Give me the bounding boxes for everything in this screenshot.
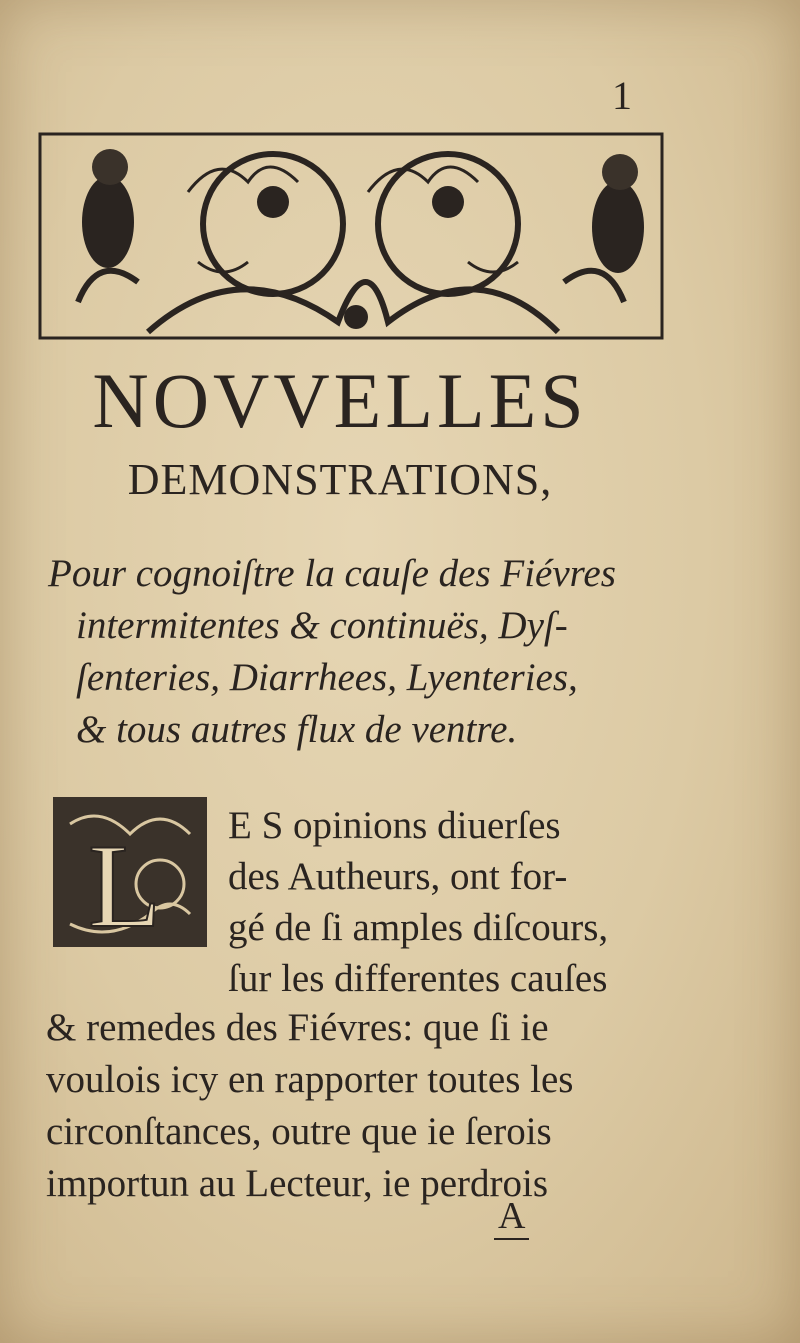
title-line-2: DEMONSTRATIONS,: [127, 455, 553, 504]
subtitle-line: ſenteries, Diarrhees, Lyenteries,: [76, 656, 578, 699]
text-line: E S opinions diuerſes: [228, 804, 561, 847]
body-paragraph: [46, 1002, 646, 1210]
subtitle: [48, 548, 658, 756]
title-line-1: NOVVELLES: [92, 357, 588, 444]
page-number: 1: [612, 73, 632, 118]
text-line: voulois icy en rapporter toutes les: [46, 1058, 574, 1101]
text-line: & remedes des Fiévres: que ſi ie: [46, 1006, 549, 1049]
text-line: importun au Lecteur, ie perdrois: [46, 1162, 549, 1205]
ornamental-headpiece: [38, 132, 664, 340]
drop-cap-letter: L: [88, 819, 162, 952]
text-line: ſur les differentes cauſes: [228, 957, 608, 1000]
lead-paragraph: [228, 800, 648, 1004]
decorated-drop-cap: [50, 794, 210, 960]
subtitle-line: Pour cognoiſtre la cauſe des Fiévres: [48, 552, 616, 595]
text-line: gé de ſi amples diſcours,: [228, 906, 609, 949]
cherub-left-icon: [82, 149, 134, 268]
cherub-right-icon: [592, 154, 644, 273]
subtitle-line: intermitentes & continuës, Dyſ-: [76, 604, 568, 647]
text-line: circonſtances, outre que ie ſerois: [46, 1110, 552, 1153]
signature-mark: A: [494, 1194, 529, 1240]
subtitle-line: & tous autres flux de ventre.: [76, 708, 518, 751]
text-line: des Autheurs, ont for-: [228, 855, 568, 898]
